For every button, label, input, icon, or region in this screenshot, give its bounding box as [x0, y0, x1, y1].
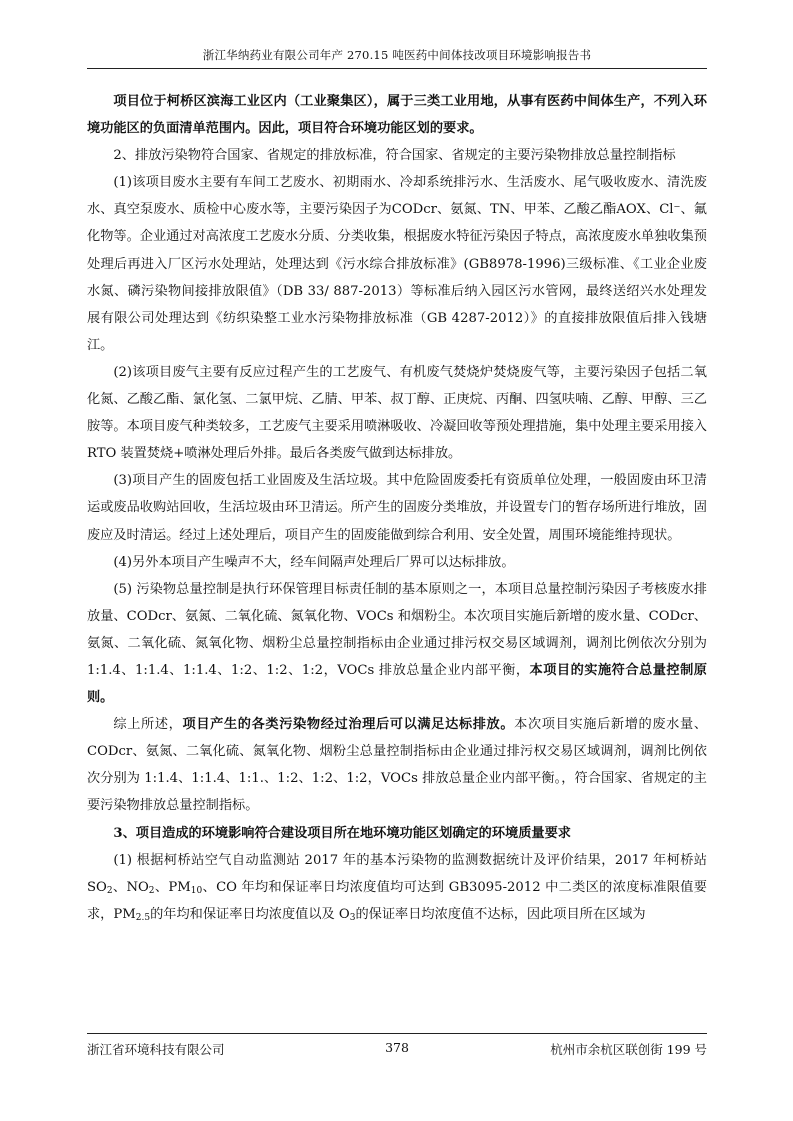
- page-number: 378: [385, 1040, 409, 1055]
- paragraph-noise: (4)另外本项目产生噪声不大，经车间隔声处理后厂界可以达标排放。: [113, 554, 515, 570]
- document-body: [87, 88, 707, 928]
- paragraph-section-2-heading: 2、排放污染物符合国家、省规定的排放标准，符合国家、省规定的主要污染物排放总量控制指标: [113, 148, 676, 164]
- header-divider: [87, 68, 707, 69]
- paragraph-wastewater: (1)该项目废水主要有车间工艺废水、初期雨水、冷却系统排污水、生活废水、尾气吸收废水、清洗废水、真空泵废水、质检中心废水等，主要污染因子为CODcr、氨氮、TN、甲苯、乙酸乙酯AOX、Cl⁻、氟化物等。企业通过对高浓度工艺废水分质、分类收集，根据废水特征污染因子特点，高浓度废水单独收集预处理后再进入厂区污水处理站，处理达到《污水综合排放标准》(GB8978-1996)三级标准、《工业企业废水氮、磷污染物间接排放限值》（DB 33/ 887-2013）等标准后纳入园区污水管网，最终送绍兴水处理发展有限公司处理达到《纺织染整工业水污染物排放标准（GB 4287-2012）》的直接排放限值后排入钱塘江。: [87, 175, 707, 353]
- footer-divider: [87, 1033, 707, 1034]
- footer-address: 杭州市余杭区联创街 199 号: [550, 1042, 707, 1057]
- paragraph-section-3-heading: 3、项目造成的环境影响符合建设项目所在地环境功能区划确定的环境质量要求: [113, 825, 571, 841]
- footer-company: 浙江省环境科技有限公司: [87, 1042, 225, 1057]
- page-header: 浙江华纳药业有限公司年产 270.15 吨医药中间体技改项目环境影响报告书: [202, 48, 592, 62]
- paragraph-zoning-conclusion: 项目位于柯桥区滨海工业区内（工业聚集区），属于三类工业用地，从事有医药中间体生产，不列入环境功能区的负面清单范围内。因此，项目符合环境功能区划的要求。: [87, 94, 707, 137]
- paragraph-air-quality: (1) 根据柯桥站空气自动监测站 2017 年的基本污染物的监测数据统计及评价结果，2017 年柯桥站 $SO_2$、$NO_2$、$PM_{10}$、CO 年均和保证率日均浓度值均可达到 GB3095-2012 中二类区的浓度标准限值要求，$PM_{2.5}$的年均和保证率日均浓度值以及 $O_3$的保证率日均浓度值不达标，因此项目所在区域为: [87, 852, 707, 923]
- paragraph-solid-waste: (3)项目产生的固废包括工业固废及生活垃圾。其中危险固废委托有资质单位处理，一般固废由环卫清运或废品收购站回收，生活垃圾由环卫清运。所产生的固废分类堆放，并设置专门的暂存场所进行堆放，固废应及时清运。经过上述处理后，项目产生的固废能做到综合利用、安全处置，周围环境能维持现状。: [87, 473, 707, 543]
- paragraph-summary: 综上所述，项目产生的各类污染物经过治理后可以满足达标排放。本次项目实施后新增的废水量、CODcr、氨氮、二氧化硫、氮氧化物、烟粉尘总量控制指标由企业通过排污权交易区域调剂，调剂比例依次分别为 1:1.4、1:1.4、1:1.、1:2、1:2、1:2，VOCs 排放总量企业内部平衡。，符合国家、省规定的主要污染物排放总量控制指标。: [87, 717, 708, 814]
- paragraph-total-control: (5) 污染物总量控制是执行环保管理目标责任制的基本原则之一，本项目总量控制污染因子考核废水排放量、CODcr、氨氮、二氧化硫、氮氧化物、VOCs 和烟粉尘。本次项目实施后新增的废水量、CODcr、氨氮、二氧化硫、氮氧化物、烟粉尘总量控制指标由企业通过排污权交易区域调剂，调剂比例依次分别为 1:1.4、1:1.4、1:1.4、1:2、1:2、1:2，VOCs 排放总量企业内部平衡，本项目的实施符合总量控制原则。: [87, 581, 707, 706]
- paragraph-waste-gas: (2)该项目废气主要有反应过程产生的工艺废气、有机废气焚烧炉焚烧废气等，主要污染因子包括二氧化氮、乙酸乙酯、氯化氢、二氯甲烷、乙腈、甲苯、叔丁醇、正庚烷、丙酮、四氢呋喃、乙醇、甲醇、三乙胺等。本项目废气种类较多，工艺废气主要采用喷淋吸收、冷凝回收等预处理措施，集中处理主要采用接入 RTO 装置焚烧+喷淋处理后外排。最后各类废气做到达标排放。: [87, 364, 707, 462]
